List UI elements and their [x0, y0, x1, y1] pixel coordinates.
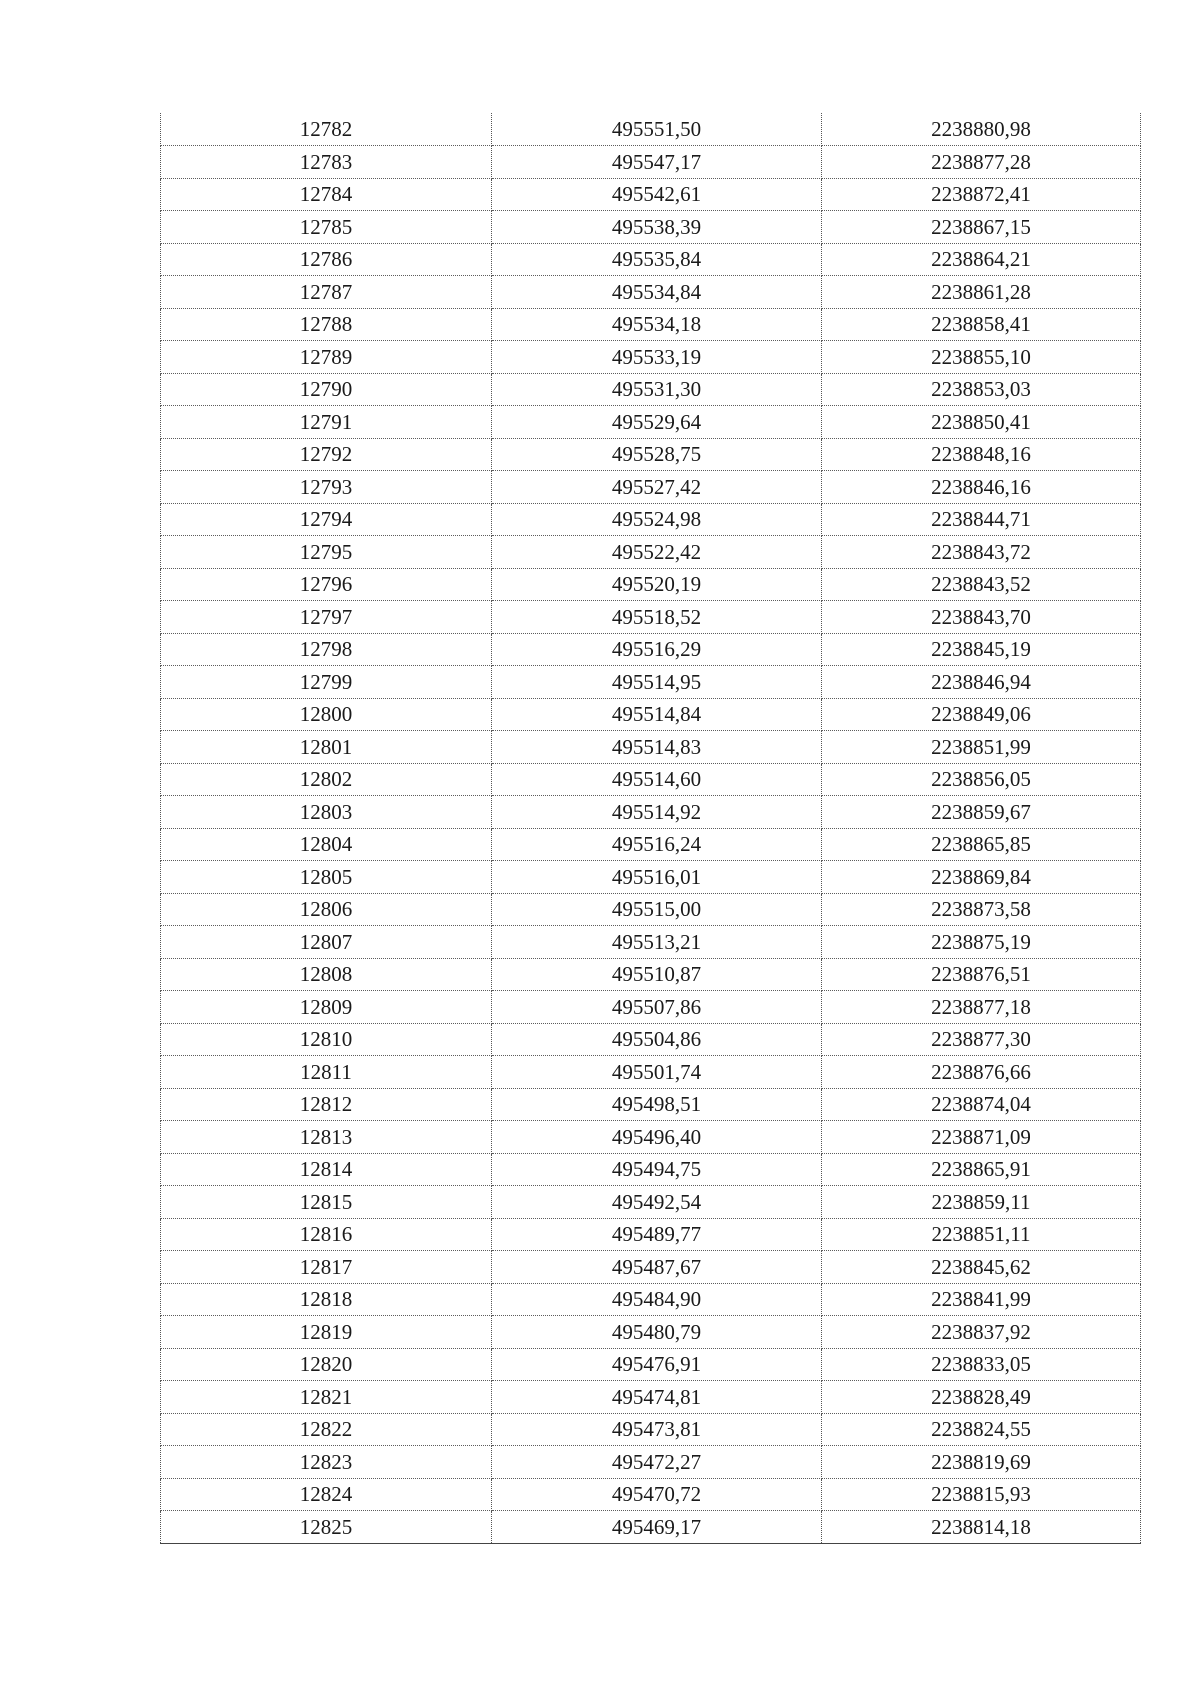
table-row [161, 438, 1141, 471]
table-row [161, 926, 1141, 959]
table-row [161, 1283, 1141, 1316]
point-number-cell: 12792 [161, 438, 492, 471]
table-row [161, 536, 1141, 569]
point-number-cell: 12812 [161, 1088, 492, 1121]
y-coordinate-cell: 2238855,10 [822, 341, 1141, 374]
y-coordinate-cell: 2238875,19 [822, 926, 1141, 959]
y-coordinate-cell: 2238846,16 [822, 471, 1141, 504]
table-row [161, 178, 1141, 211]
table-row [161, 373, 1141, 406]
table-row [161, 1153, 1141, 1186]
y-coordinate-cell: 2238871,09 [822, 1121, 1141, 1154]
point-number-cell: 12810 [161, 1023, 492, 1056]
table-row [161, 568, 1141, 601]
table-row [161, 341, 1141, 374]
table-row [161, 1511, 1141, 1544]
x-coordinate-cell: 495518,52 [492, 601, 822, 634]
y-coordinate-cell: 2238865,85 [822, 828, 1141, 861]
point-number-cell: 12794 [161, 503, 492, 536]
x-coordinate-cell: 495498,51 [492, 1088, 822, 1121]
x-coordinate-cell: 495494,75 [492, 1153, 822, 1186]
point-number-cell: 12805 [161, 861, 492, 894]
table-row [161, 1413, 1141, 1446]
point-number-cell: 12790 [161, 373, 492, 406]
y-coordinate-cell: 2238880,98 [822, 113, 1141, 146]
y-coordinate-cell: 2238876,66 [822, 1056, 1141, 1089]
y-coordinate-cell: 2238851,11 [822, 1218, 1141, 1251]
point-number-cell: 12811 [161, 1056, 492, 1089]
point-number-cell: 12784 [161, 178, 492, 211]
x-coordinate-cell: 495529,64 [492, 406, 822, 439]
table-row [161, 113, 1141, 146]
x-coordinate-cell: 495476,91 [492, 1348, 822, 1381]
y-coordinate-cell: 2238853,03 [822, 373, 1141, 406]
table-row [161, 633, 1141, 666]
point-number-cell: 12816 [161, 1218, 492, 1251]
x-coordinate-cell: 495527,42 [492, 471, 822, 504]
point-number-cell: 12785 [161, 211, 492, 244]
table-row [161, 1478, 1141, 1511]
y-coordinate-cell: 2238874,04 [822, 1088, 1141, 1121]
x-coordinate-cell: 495474,81 [492, 1381, 822, 1414]
point-number-cell: 12814 [161, 1153, 492, 1186]
point-number-cell: 12823 [161, 1446, 492, 1479]
y-coordinate-cell: 2238844,71 [822, 503, 1141, 536]
y-coordinate-cell: 2238833,05 [822, 1348, 1141, 1381]
coordinates-table [160, 113, 1141, 1544]
table-row [161, 1446, 1141, 1479]
y-coordinate-cell: 2238877,28 [822, 146, 1141, 179]
x-coordinate-cell: 495533,19 [492, 341, 822, 374]
x-coordinate-cell: 495487,67 [492, 1251, 822, 1284]
x-coordinate-cell: 495504,86 [492, 1023, 822, 1056]
point-number-cell: 12798 [161, 633, 492, 666]
x-coordinate-cell: 495534,84 [492, 276, 822, 309]
y-coordinate-cell: 2238848,16 [822, 438, 1141, 471]
y-coordinate-cell: 2238850,41 [822, 406, 1141, 439]
x-coordinate-cell: 495492,54 [492, 1186, 822, 1219]
point-number-cell: 12803 [161, 796, 492, 829]
x-coordinate-cell: 495484,90 [492, 1283, 822, 1316]
point-number-cell: 12796 [161, 568, 492, 601]
table-row [161, 471, 1141, 504]
y-coordinate-cell: 2238843,70 [822, 601, 1141, 634]
point-number-cell: 12783 [161, 146, 492, 179]
table-row [161, 698, 1141, 731]
y-coordinate-cell: 2238865,91 [822, 1153, 1141, 1186]
point-number-cell: 12804 [161, 828, 492, 861]
table-row [161, 731, 1141, 764]
x-coordinate-cell: 495496,40 [492, 1121, 822, 1154]
x-coordinate-cell: 495531,30 [492, 373, 822, 406]
coordinates-table-body [161, 113, 1141, 1543]
x-coordinate-cell: 495551,50 [492, 113, 822, 146]
x-coordinate-cell: 495507,86 [492, 991, 822, 1024]
table-row [161, 828, 1141, 861]
y-coordinate-cell: 2238859,67 [822, 796, 1141, 829]
table-row [161, 893, 1141, 926]
table-row [161, 796, 1141, 829]
x-coordinate-cell: 495516,29 [492, 633, 822, 666]
x-coordinate-cell: 495547,17 [492, 146, 822, 179]
x-coordinate-cell: 495528,75 [492, 438, 822, 471]
x-coordinate-cell: 495501,74 [492, 1056, 822, 1089]
x-coordinate-cell: 495534,18 [492, 308, 822, 341]
point-number-cell: 12808 [161, 958, 492, 991]
table-row [161, 243, 1141, 276]
point-number-cell: 12793 [161, 471, 492, 504]
y-coordinate-cell: 2238824,55 [822, 1413, 1141, 1446]
x-coordinate-cell: 495513,21 [492, 926, 822, 959]
table-row [161, 763, 1141, 796]
table-row [161, 991, 1141, 1024]
point-number-cell: 12807 [161, 926, 492, 959]
y-coordinate-cell: 2238861,28 [822, 276, 1141, 309]
point-number-cell: 12786 [161, 243, 492, 276]
x-coordinate-cell: 495516,24 [492, 828, 822, 861]
point-number-cell: 12822 [161, 1413, 492, 1446]
point-number-cell: 12797 [161, 601, 492, 634]
point-number-cell: 12815 [161, 1186, 492, 1219]
y-coordinate-cell: 2238867,15 [822, 211, 1141, 244]
y-coordinate-cell: 2238876,51 [822, 958, 1141, 991]
x-coordinate-cell: 495520,19 [492, 568, 822, 601]
table-row [161, 308, 1141, 341]
point-number-cell: 12782 [161, 113, 492, 146]
table-row [161, 503, 1141, 536]
y-coordinate-cell: 2238856,05 [822, 763, 1141, 796]
point-number-cell: 12825 [161, 1511, 492, 1544]
x-coordinate-cell: 495473,81 [492, 1413, 822, 1446]
table-row [161, 601, 1141, 634]
y-coordinate-cell: 2238869,84 [822, 861, 1141, 894]
y-coordinate-cell: 2238851,99 [822, 731, 1141, 764]
x-coordinate-cell: 495514,95 [492, 666, 822, 699]
table-row [161, 861, 1141, 894]
point-number-cell: 12802 [161, 763, 492, 796]
point-number-cell: 12821 [161, 1381, 492, 1414]
point-number-cell: 12801 [161, 731, 492, 764]
x-coordinate-cell: 495514,83 [492, 731, 822, 764]
y-coordinate-cell: 2238819,69 [822, 1446, 1141, 1479]
point-number-cell: 12789 [161, 341, 492, 374]
point-number-cell: 12817 [161, 1251, 492, 1284]
table-row [161, 1023, 1141, 1056]
y-coordinate-cell: 2238859,11 [822, 1186, 1141, 1219]
y-coordinate-cell: 2238858,41 [822, 308, 1141, 341]
table-row [161, 1121, 1141, 1154]
point-number-cell: 12806 [161, 893, 492, 926]
y-coordinate-cell: 2238843,52 [822, 568, 1141, 601]
point-number-cell: 12788 [161, 308, 492, 341]
table-row [161, 1056, 1141, 1089]
x-coordinate-cell: 495515,00 [492, 893, 822, 926]
y-coordinate-cell: 2238845,62 [822, 1251, 1141, 1284]
point-number-cell: 12791 [161, 406, 492, 439]
x-coordinate-cell: 495522,42 [492, 536, 822, 569]
table-row [161, 276, 1141, 309]
table-row [161, 146, 1141, 179]
x-coordinate-cell: 495514,84 [492, 698, 822, 731]
x-coordinate-cell: 495542,61 [492, 178, 822, 211]
table-row [161, 1348, 1141, 1381]
y-coordinate-cell: 2238849,06 [822, 698, 1141, 731]
point-number-cell: 12809 [161, 991, 492, 1024]
table-row [161, 1218, 1141, 1251]
table-row [161, 211, 1141, 244]
y-coordinate-cell: 2238814,18 [822, 1511, 1141, 1544]
y-coordinate-cell: 2238877,30 [822, 1023, 1141, 1056]
y-coordinate-cell: 2238872,41 [822, 178, 1141, 211]
x-coordinate-cell: 495469,17 [492, 1511, 822, 1544]
x-coordinate-cell: 495480,79 [492, 1316, 822, 1349]
x-coordinate-cell: 495514,92 [492, 796, 822, 829]
x-coordinate-cell: 495516,01 [492, 861, 822, 894]
point-number-cell: 12800 [161, 698, 492, 731]
x-coordinate-cell: 495514,60 [492, 763, 822, 796]
y-coordinate-cell: 2238837,92 [822, 1316, 1141, 1349]
y-coordinate-cell: 2238846,94 [822, 666, 1141, 699]
x-coordinate-cell: 495538,39 [492, 211, 822, 244]
point-number-cell: 12818 [161, 1283, 492, 1316]
y-coordinate-cell: 2238841,99 [822, 1283, 1141, 1316]
y-coordinate-cell: 2238815,93 [822, 1478, 1141, 1511]
table-row [161, 1316, 1141, 1349]
y-coordinate-cell: 2238828,49 [822, 1381, 1141, 1414]
y-coordinate-cell: 2238873,58 [822, 893, 1141, 926]
point-number-cell: 12813 [161, 1121, 492, 1154]
point-number-cell: 12795 [161, 536, 492, 569]
point-number-cell: 12824 [161, 1478, 492, 1511]
table-row [161, 1251, 1141, 1284]
y-coordinate-cell: 2238864,21 [822, 243, 1141, 276]
table-row [161, 1186, 1141, 1219]
x-coordinate-cell: 495510,87 [492, 958, 822, 991]
x-coordinate-cell: 495535,84 [492, 243, 822, 276]
y-coordinate-cell: 2238845,19 [822, 633, 1141, 666]
y-coordinate-cell: 2238877,18 [822, 991, 1141, 1024]
point-number-cell: 12819 [161, 1316, 492, 1349]
x-coordinate-cell: 495472,27 [492, 1446, 822, 1479]
table-row [161, 958, 1141, 991]
point-number-cell: 12799 [161, 666, 492, 699]
table-row [161, 666, 1141, 699]
x-coordinate-cell: 495470,72 [492, 1478, 822, 1511]
x-coordinate-cell: 495489,77 [492, 1218, 822, 1251]
table-row [161, 1381, 1141, 1414]
table-row [161, 406, 1141, 439]
y-coordinate-cell: 2238843,72 [822, 536, 1141, 569]
point-number-cell: 12820 [161, 1348, 492, 1381]
point-number-cell: 12787 [161, 276, 492, 309]
x-coordinate-cell: 495524,98 [492, 503, 822, 536]
table-row [161, 1088, 1141, 1121]
